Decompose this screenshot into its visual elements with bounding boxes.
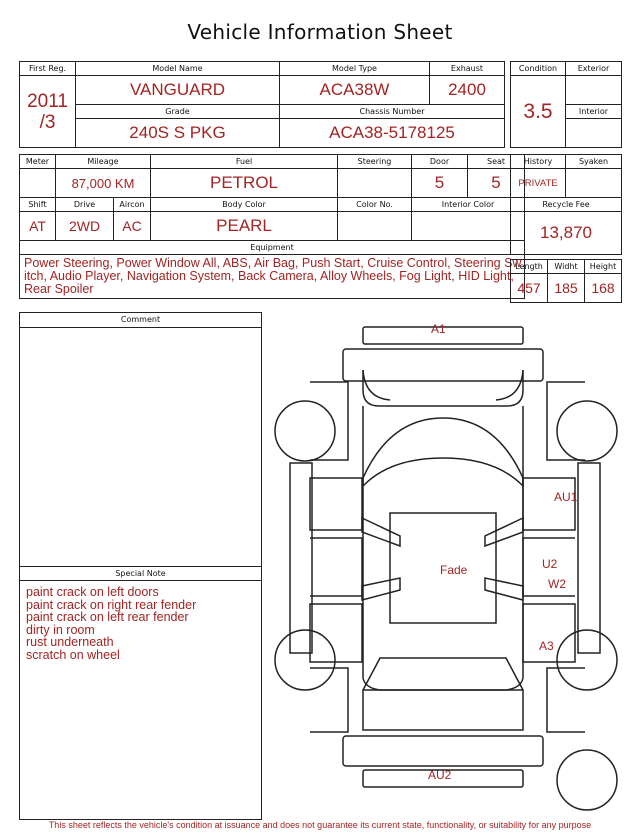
body-color-value: PEARL <box>151 212 338 241</box>
length-label: Length <box>511 260 548 274</box>
left-mirror <box>362 518 400 546</box>
color-no-label: Color No. <box>338 198 412 212</box>
condition-label: Condition <box>511 62 566 76</box>
comment-label: Comment <box>20 313 261 328</box>
right-rear-fender <box>547 668 585 732</box>
damage-mark-rear-door-w: W2 <box>548 577 566 591</box>
syaken-value <box>566 169 622 198</box>
sheet-title: Vehicle Information Sheet <box>187 20 453 44</box>
drive-label: Drive <box>56 198 114 212</box>
special-note-item: dirty in room <box>26 622 95 637</box>
first-reg-label: First Reg. <box>20 62 76 76</box>
height-value: 168 <box>585 274 622 303</box>
damage-mark-rear: AU2 <box>428 768 452 782</box>
interior-color-value <box>412 212 525 241</box>
special-note-item: paint crack on right rear fender <box>26 597 197 612</box>
dimensions-table <box>510 259 622 303</box>
left-front-door <box>310 478 362 530</box>
model-type-value: ACA38W <box>280 76 430 105</box>
chassis-value: ACA38-5178125 <box>280 119 505 148</box>
meter-value <box>20 169 56 198</box>
right-front-fender <box>547 382 585 460</box>
left-headlight <box>363 370 390 400</box>
damage-mark-rear-door-u: U2 <box>542 557 558 571</box>
mileage-label: Mileage <box>56 155 151 169</box>
front-windshield <box>363 418 523 486</box>
vehicle-spec-table <box>19 154 525 299</box>
shift-value: AT <box>20 212 56 241</box>
damage-mark-rear-fender: A3 <box>539 639 554 653</box>
damage-mark-right-front-door: AU1 <box>554 490 578 504</box>
left-side-skirt <box>290 463 312 653</box>
exhaust-value: 2400 <box>430 76 505 105</box>
equipment-list: Power Steering, Power Window All, ABS, Air Bag, Push Start, Cruise Control, Steering Switch, Audio Player, Navigation System, Back Camera, Alloy Wheels, Fog Light, HID Light, Rear Spoiler <box>24 256 522 296</box>
equipment-label: Equipment <box>20 241 525 255</box>
meter-label: Meter <box>20 155 56 169</box>
recycle-fee-value: 13,870 <box>511 212 622 255</box>
door-value: 5 <box>412 169 468 198</box>
body-color-label: Body Color <box>151 198 338 212</box>
special-note-item: paint crack on left rear fender <box>26 610 189 624</box>
steering-label: Steering <box>338 155 412 169</box>
exhaust-label: Exhaust <box>430 62 505 76</box>
left-front-wheel <box>275 401 335 461</box>
left-rear-wheel <box>275 630 335 690</box>
door-label: Door <box>412 155 468 169</box>
history-label: History <box>511 155 566 169</box>
model-name-value: VANGUARD <box>76 76 280 105</box>
right-headlight <box>496 370 523 400</box>
body-outline <box>363 406 523 690</box>
first-reg-month: /3 <box>39 111 56 133</box>
vehicle-main-table <box>19 61 505 148</box>
damage-mark-roof: Fade <box>440 563 468 577</box>
recycle-fee-label: Recycle Fee <box>511 198 622 212</box>
history-table <box>510 154 622 255</box>
exterior-value <box>566 76 622 105</box>
rear-hatch <box>363 690 523 730</box>
special-note-item: paint crack on left doors <box>26 585 159 599</box>
right-rear-quarter <box>523 604 575 662</box>
left-b-pillar <box>362 578 400 600</box>
interior-value <box>566 119 622 148</box>
fuel-value: PETROL <box>151 169 338 198</box>
history-value: PRIVATE <box>511 169 566 198</box>
right-rear-wheel <box>557 630 617 690</box>
left-rear-door <box>310 538 362 596</box>
seat-value: 5 <box>468 169 525 198</box>
interior-color-label: Interior Color <box>412 198 525 212</box>
syaken-label: Syaken <box>566 155 622 169</box>
special-note-list <box>20 581 261 661</box>
shift-label: Shift <box>20 198 56 212</box>
model-type-label: Model Type <box>280 62 430 76</box>
aircon-value: AC <box>114 212 151 241</box>
special-note-item: rust underneath <box>26 635 114 649</box>
disclaimer-footer: This sheet reflects the vehicle's condition at issuance and does not guarantee its current state, functionality, or suitability for any purpose <box>48 820 592 830</box>
interior-label: Interior <box>566 105 622 119</box>
exterior-label: Exterior <box>566 62 622 76</box>
height-label: Height <box>585 260 622 274</box>
rear-window <box>363 658 523 690</box>
fuel-label: Fuel <box>151 155 338 169</box>
special-note-item: scratch on wheel <box>26 647 120 662</box>
width-value: 185 <box>548 274 585 303</box>
hood-line <box>363 370 523 406</box>
first-reg-year: 2011 <box>27 90 68 112</box>
right-front-wheel <box>557 401 617 461</box>
condition-table <box>510 61 622 148</box>
grade-label: Grade <box>76 105 280 119</box>
spare-wheel <box>557 750 617 810</box>
front-lower-panel <box>343 349 543 381</box>
rear-lower-panel <box>343 736 543 766</box>
right-side-skirt <box>578 463 600 653</box>
right-mirror <box>485 518 523 546</box>
chassis-label: Chassis Number <box>280 105 505 119</box>
comment-area <box>20 328 261 566</box>
color-no-value <box>338 212 412 241</box>
right-b-pillar <box>485 578 523 600</box>
length-value: 457 <box>511 274 548 303</box>
comment-panel <box>19 312 262 820</box>
steering-value <box>338 169 412 198</box>
damage-mark-front: A1 <box>431 322 446 336</box>
grade-value: 240S S PKG <box>76 119 280 148</box>
first-reg-value <box>20 76 76 148</box>
right-front-door <box>523 478 578 530</box>
seat-label: Seat <box>468 155 525 169</box>
width-label: Widht <box>548 260 585 274</box>
drive-value: 2WD <box>56 212 114 241</box>
mileage-value: 87,000 KM <box>56 169 151 198</box>
model-name-label: Model Name <box>76 62 280 76</box>
condition-score: 3.5 <box>511 76 566 148</box>
aircon-label: Aircon <box>114 198 151 212</box>
special-note-label: Special Note <box>20 566 261 581</box>
